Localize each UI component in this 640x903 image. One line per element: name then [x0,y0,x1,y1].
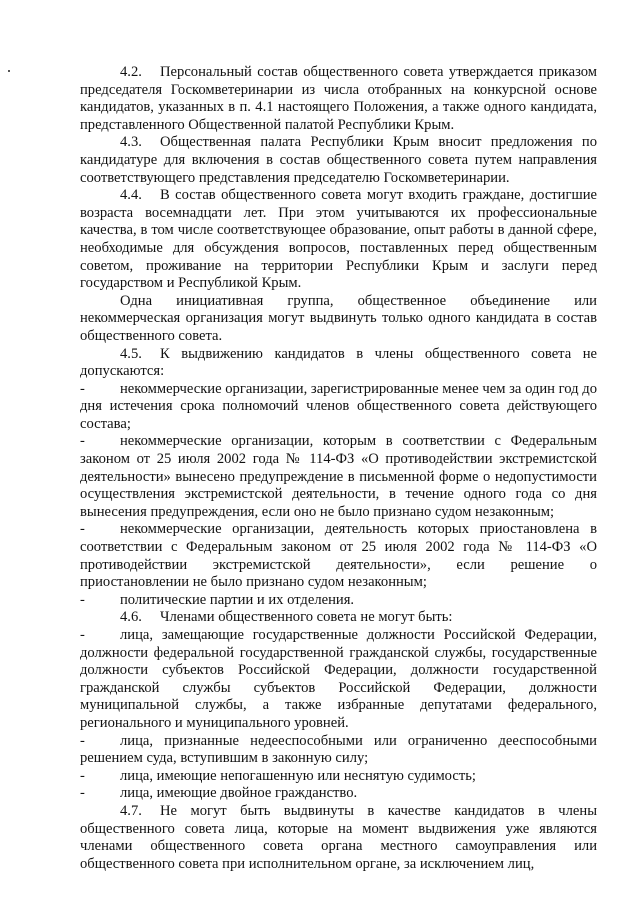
list-item-text: лица, признанные недееспособными или ограниченно дееспособными решением суда, вступившим в законную силу; [80,732,597,767]
dash-list-item [80,381,597,434]
dash-marker: - [80,433,85,450]
paragraph-number: 4.6. [120,609,142,626]
document-body [80,64,597,873]
numbered-paragraph [80,64,597,134]
paragraph-text: Не могут быть выдвинуты в качестве кандидатов в члены общественного совета лица, которые на момент выдвижения уже являются членами общественного совета органа местного самоуправления или общественного совета при исполнительном органе, за исключением лиц, [80,802,597,872]
dash-marker: - [80,380,85,397]
numbered-paragraph [80,346,597,381]
paragraph-text: Членами общественного совета не могут быть: [160,609,453,626]
list-item-text: лица, имеющие непогашенную или неснятую судимость; [120,767,476,784]
list-item-text: политические партии и их отделения. [120,591,355,608]
paragraph-text: К выдвижению кандидатов в члены общественного совета не допускаются: [80,345,597,380]
paragraph-text: Персональный состав общественного совета утверждается приказом председателя Госкомветеринарии из числа отобранных на конкурсной основе кандидатов, указанных в п. 4.1 настоящего Положения, а также одного кандидата, представленного Общественной палатой Республики Крым. [80,64,597,133]
indented-paragraph: Одна инициативная группа, общественное объединение или некоммерческая организация могут выдвинуть только одного кандидата в состав общественного совета. [80,292,597,344]
paragraph-number: 4.7. [120,802,142,819]
dash-list-item [80,785,597,803]
dash-marker: - [80,767,85,784]
paragraph-number: 4.5. [120,345,142,362]
list-item-text: некоммерческие организации, деятельность которых приостановлена в соответствии с Федеральным законом от 25 июля 2002 года № 114-ФЗ «О противодействии экстремистской деятельности», если решение о приостановлении не было признано судом незаконным; [80,521,597,591]
scan-speck [8,70,10,72]
list-item-text: лица, замещающие государственные должности Российской Федерации, должности федеральной государственной гражданской службы, государственные должности субъектов Российской Федерации, должности государственной гражданской службы субъектов Российской Федерации, должности муниципальной службы, а также избранные депутатами федерального, регионального и муниципального уровней. [80,627,597,731]
paragraph-number: 4.3. [120,134,142,151]
dash-list-item [80,433,597,521]
paragraph-text: В состав общественного совета могут входить граждане, достигшие возраста восемнадцати лет. При этом учитываются их профессиональные качества, в том числе соответствующее образование, опыт работы в данной сфере, необходимые для обсуждения вопросов, поставленных перед общественным советом, проживание на территории Республики Крым и заслуги перед государством и Республикой Крым. [80,187,597,292]
dash-list-item [80,592,597,610]
numbered-paragraph [80,803,597,873]
dash-marker: - [80,732,85,749]
dash-marker: - [80,521,85,538]
numbered-paragraph [80,187,597,293]
dash-list-item [80,733,597,768]
dash-marker: - [80,785,85,802]
paragraph-number: 4.2. [120,64,142,80]
numbered-paragraph [80,609,597,627]
paragraph-text: Общественная палата Республики Крым вносит предложения по кандидатуре для включения в состав общественного совета путем направления соответствующего представления председателю Госкомветеринарии. [80,134,597,186]
numbered-paragraph [80,134,597,187]
list-item-text: некоммерческие организации, которым в соответствии с Федеральным законом от 25 июля 2002 года № 114-ФЗ «О противодействии экстремистской деятельности» вынесено предупреждение в письменной форме о недопустимости осуществления экстремистской деятельности, в течение одного года со дня вынесения предупреждения, если оно не было признано судом незаконным; [80,433,597,520]
dash-marker: - [80,591,85,608]
list-item-text: некоммерческие организации, зарегистрированные менее чем за один год до дня истечения срока полномочий членов общественного совета действующего состава; [80,380,597,432]
list-item-text: лица, имеющие двойное гражданство. [120,785,358,802]
dash-list-item [80,627,597,733]
dash-marker: - [80,627,85,643]
paragraph-number: 4.4. [120,187,142,204]
dash-list-item [80,768,597,786]
dash-list-item [80,521,597,591]
